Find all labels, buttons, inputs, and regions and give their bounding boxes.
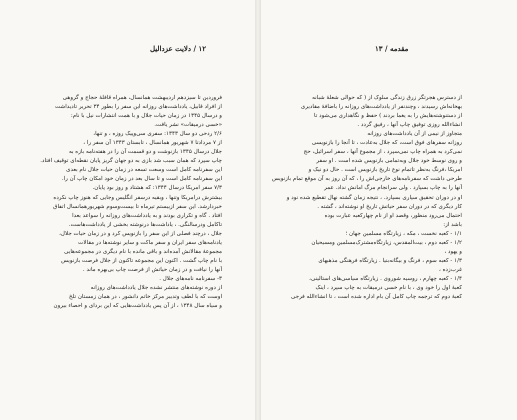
text-line: ۱/۳ - کعبه سوم ، فرنگ و بیگانه‌بنیا . زیارتگاه فرهنگی مذهبهای: [318, 257, 462, 264]
text-line: او در دوران تحقیق سپاری بسپارد. ، نتیجه زمان گشته نهال تقطیع شده نود و: [286, 194, 462, 201]
text-line: مجموعهٔ مقالاتش آمده‌اند و باقی ماند‌ه‌ با نام دیگری در مجموعه‌هایی: [64, 248, 222, 255]
text-line: آنها را به چاپ بسپارد . ولی سرانجام مرگ امانش نداد. عمر: [324, 185, 462, 192]
text-line: و روی نوسط خود جلال وبه‌تمامی بازنویس شده است . او سفر: [316, 158, 462, 165]
text-line: و درسال ۱۳۴۵ در زمان حیات جلال و با همت انتشارات نیل با نام:: [70, 113, 222, 120]
text-line: اوست که با لطف وتدبیر مرکز خاتم دانشور ، در همان زمستان تلخ: [69, 294, 222, 301]
right-page-header: مقدمه / ۱۳: [375, 44, 409, 53]
text-line: کعبهٔ اول را خود وی ، با نام خسی درمیقات به چاپ سپرد ، اینک: [315, 284, 462, 291]
text-line: نمی‌کرد به همراه چاپ نمی‌سپرد ، از مجموع آنها ، سفر اسرائیل، حج: [303, 149, 462, 156]
text-line: فروردین تا سیزدهم اردیبهشت همانسال، همراه قافلهٔ حجاج و گروهی: [62, 95, 222, 101]
text-line: یادنامه‌های سفر ایران و سفر ماکت و سایر نوشته‌ها در مقالات: [78, 239, 222, 246]
text-line: خبردارشد. این سفر ازبیستم تیرماه تا بیست‌وسوم شهریورهمانسال اتفاق: [53, 203, 222, 210]
text-line: ۱/۲ - کعبه دوم ، بیت‌المقدس، زیارتگاه‌مشترک‌مسلمین ومسیحیان: [311, 239, 462, 246]
text-line: امریکا ،فرنگ به‌نظر تاتمام نوع تاریخ بازنویس است . حال دو نیک و: [308, 167, 462, 174]
text-line: از ۷ مردادتا ۷ شهریور همانسال ، تابستان ۱۳۴۳ آن سفر را ،: [83, 140, 222, 147]
book-gutter: [255, 0, 261, 420]
text-line: انشاءالله روزی توفیق چاپ آنها ، رفیق گردد .: [357, 122, 462, 129]
text-line: کار دیگری که در دوران سفر حیاتش تاریخ او نوشته‌اند ، گشته .: [317, 203, 462, 210]
left-page-header: ۱۲ / دلایت عزدالیل: [150, 44, 206, 53]
text-line: ۳- سفرنامه‌ نامه‌های جلال .: [159, 275, 222, 282]
text-line: جلال درسال ۱۳۴۵ بازنوشت و دو قسمت آن را در هفته‌نامه بازه به: [68, 149, 222, 156]
text-line: کعبهٔ دوم که ترجمه چاپ کامل آن بام اداره‌ شده است ، تا انشاءالله فرجی: [290, 294, 462, 301]
text-line: از دسترس‌ هجرتگر زرق زندگی سلوک از ( که حوالی شعلهٔ شبانه: [312, 95, 462, 101]
text-line: ۱/۱ - کعبه نخست ، مکه ، زیارتگاه مسلمین جهان ؛: [345, 230, 462, 237]
text-line: روزانه سفرهای فوق است، که جلال به‌عادت ، تا آنجا را بازنویسی: [311, 140, 462, 147]
text-line: چاپ سپرد که همان سبب شد بازی به دو جهان گریز پایان نقطه‌ای توقیف افتاد.: [40, 158, 222, 165]
text-line: تاکامل ودرسالنگی. ، یاداشت‌ها درنوشته‌ بخشی از یادداشت‌هاست.: [68, 221, 222, 228]
text-line: جلال ، درچند فصلی از این سفر را بازنویس کرد و در زمان حیات جلال،: [59, 230, 222, 237]
text-line: و یهود ،: [444, 248, 462, 255]
text-line: از افراد قابیل، یادداشت‌های روزانه این سفر را بطور ۳۴ تحریر تادیداشت: [55, 104, 222, 111]
text-line: و سیاه سال ۱۳۴۸ ، از آن پس یادداشت‌هایی که این بردای و احصاء بیرون: [53, 303, 222, 310]
text-line: این سفرنامه کامل است وسعت تسعه در زمان حیات جلال نام بعدی: [66, 167, 222, 174]
text-line: آنها را نیافت و در زمان حیاتش از فرصت چاپ بی‌بهره ماند .: [82, 266, 222, 273]
text-line: ۱/۴ - کعبه چهارم ، روسیه شوروی . زیارتگاه‌ سیاسی‌های استالینی،: [309, 275, 462, 282]
text-line: از دوره نوشته‌های منتشر نشده جلال یادداشت‌های روزانه: [90, 284, 222, 291]
text-line: بهخانه‌اش رسیدند ، وچندنفر از یادداشت‌های روزانه را باضافهٔ مقادیری: [300, 104, 462, 111]
text-line: متجاوز از نیمی از آن یادداشت‌های روزانه: [367, 131, 462, 138]
text-line: احتمال می‌رود منظور، وقصد او از نام چهارکعبه عبارت بوده: [324, 212, 462, 219]
text-line: این سفرنامه‌ کامل است و تا سال بعد در زمان خود امکان چاپ آن را.: [61, 176, 222, 183]
left-page-body: [40, 94, 222, 311]
text-line: ۷/۳ سفر امریکا درسال ۱۳۴۴: که هشتاد و روز بود پایان.: [92, 185, 222, 192]
text-line: ۲/۶ ردحی دو سال ۱۳۴۳: سفری سی‌وپیک روزه ، و تنها،: [93, 131, 222, 138]
text-line: بیشترش درامریکا وتنها ، وبقیه درسفر انگلیس وجایی که هنوز چاپ نکرده: [53, 194, 222, 201]
text-line: از دستنوشته‌هایش را به یغما بردند ) حفظ و نگاهداری می‌شود تا: [314, 113, 462, 120]
right-page-body: [272, 94, 462, 302]
text-line: باشد از:: [443, 221, 462, 228]
text-line: با نام چاپ گشت . اکنون این مجموعه تاکنون از جلال فرصت بازنویس: [61, 257, 222, 264]
text-line: طرحی داشت که سفرنامه‌های خارجی‌اش را ، که آن روز به آن موقع تمام بازنویس: [272, 176, 462, 183]
text-line: «خسی درمیقات» نشر یافت.: [154, 122, 222, 129]
text-line: افتاد . گاه و تکراری بودند و به یادداشت‌های روزانه را سواعد بعدا: [72, 212, 222, 219]
text-line: غرب‌زده ،: [439, 266, 462, 273]
